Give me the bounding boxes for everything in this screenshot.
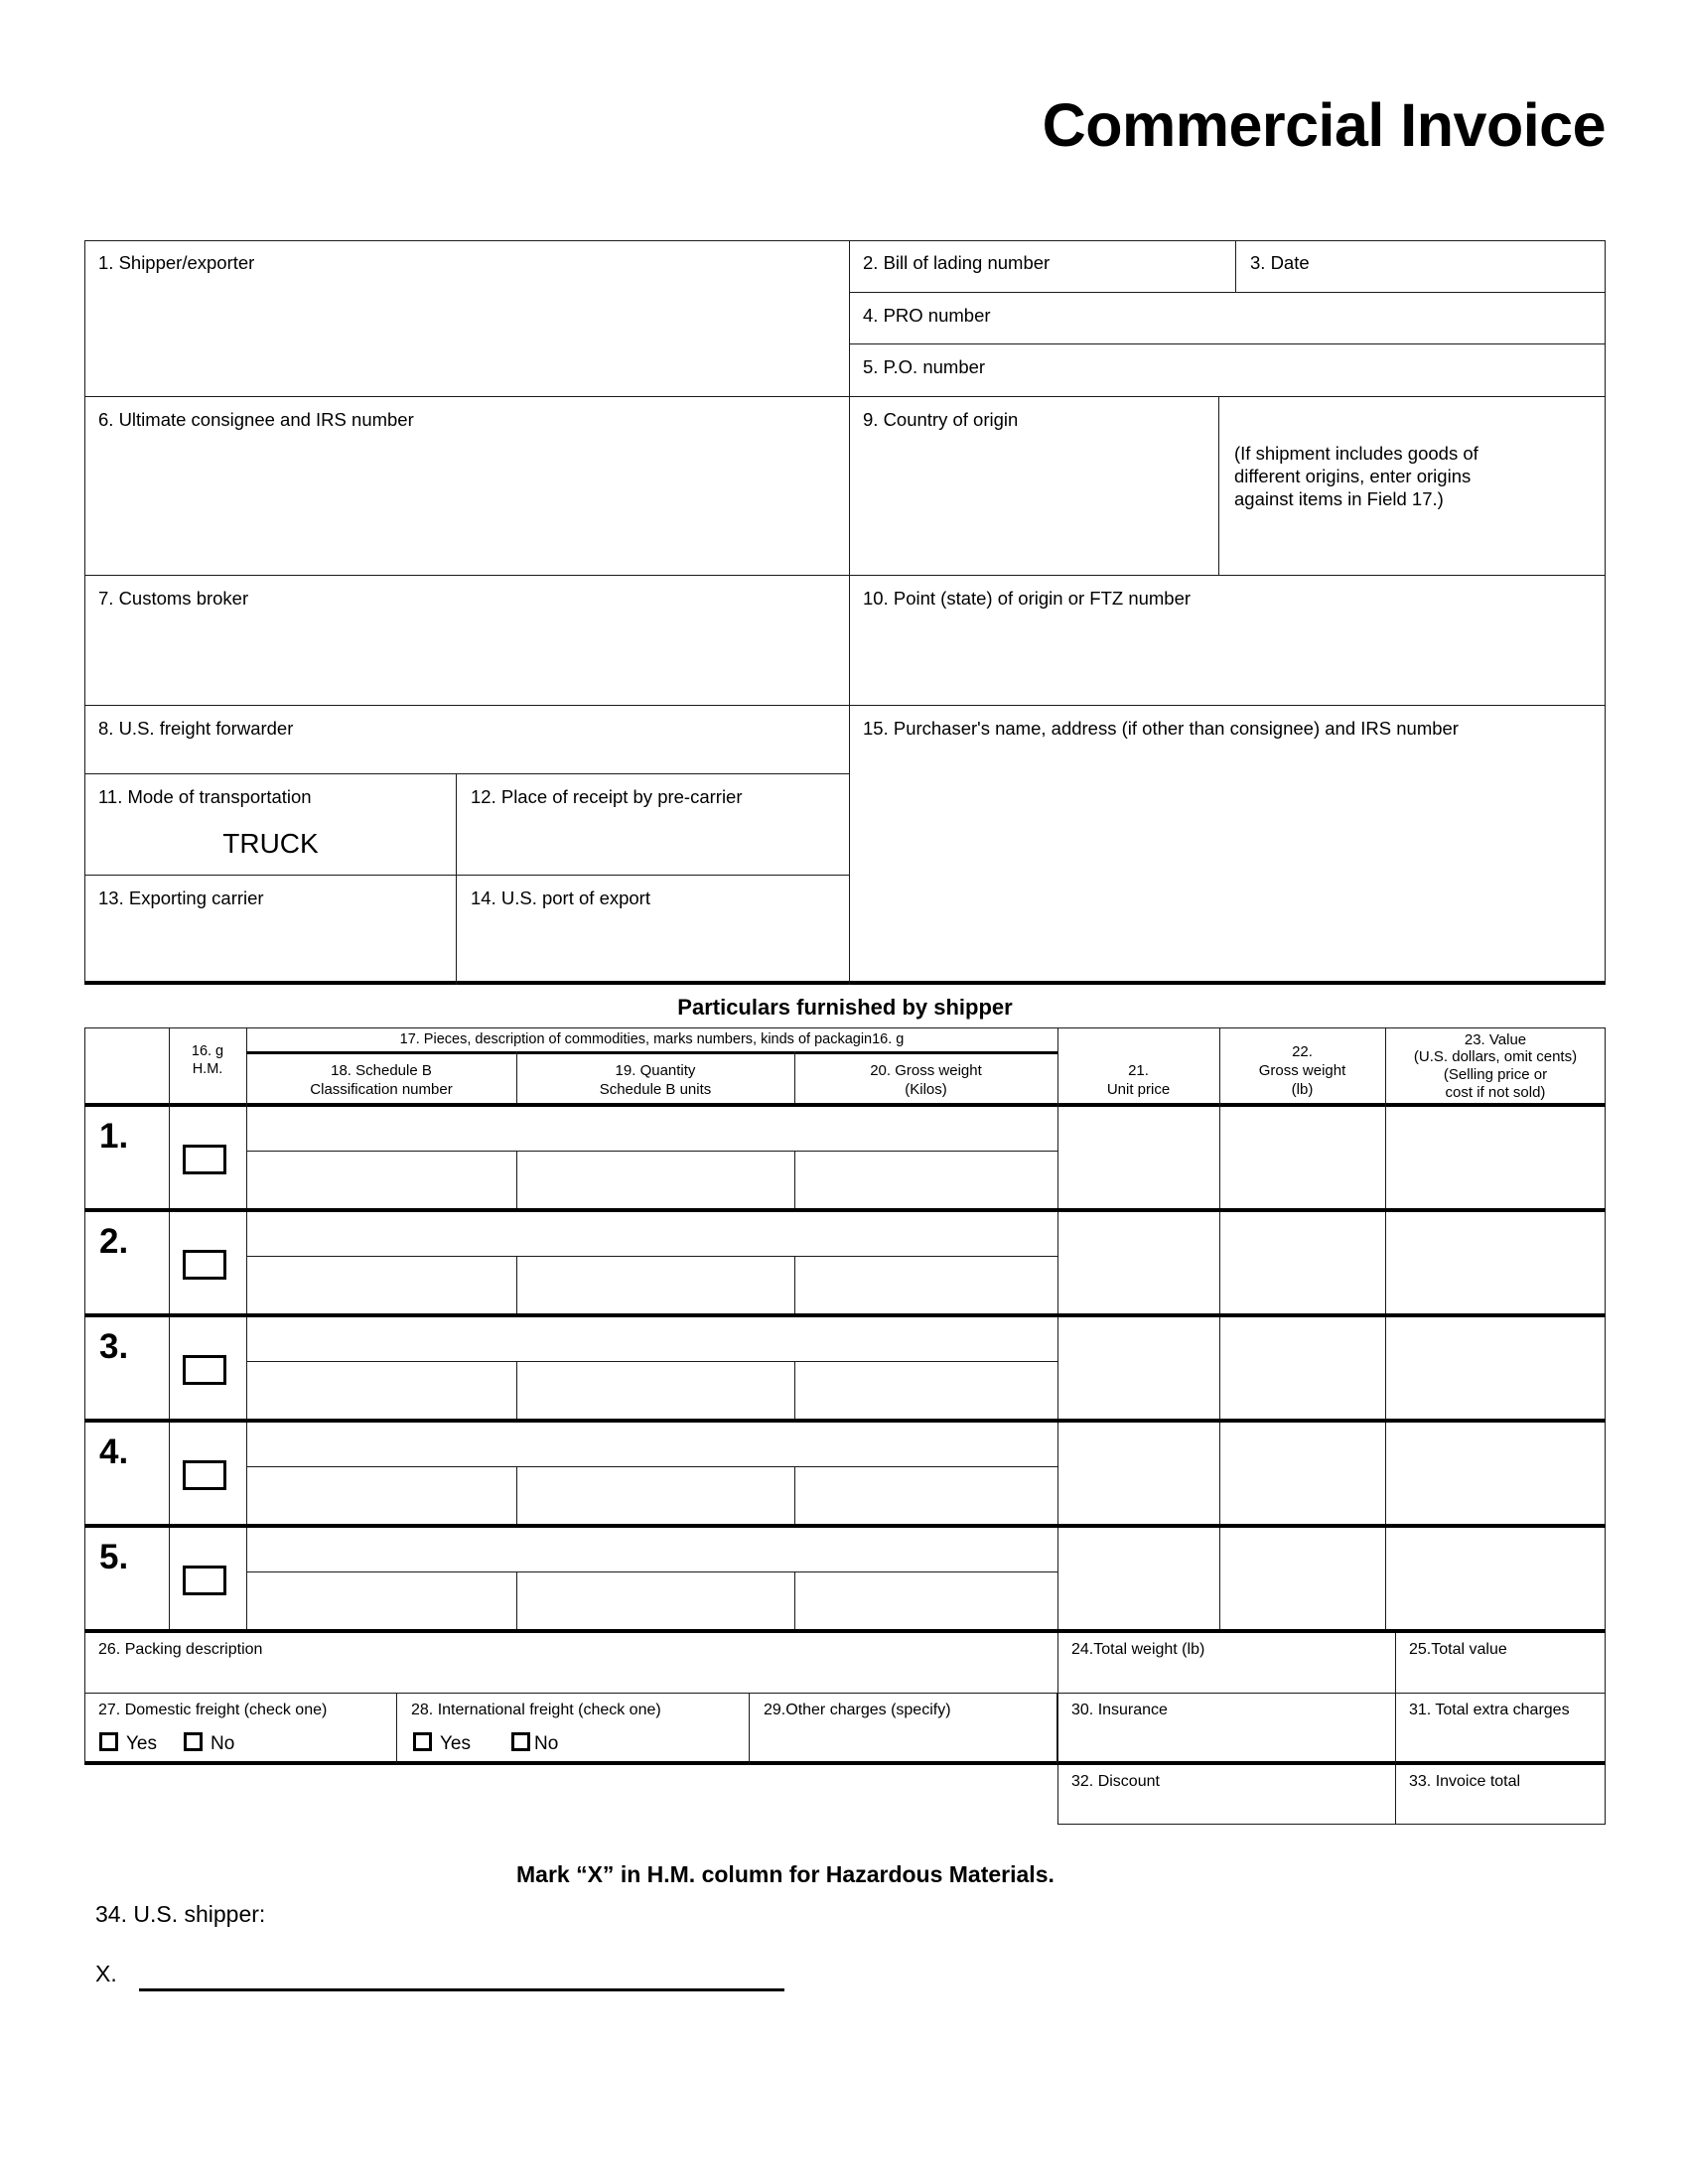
item-schedule-b-cell[interactable] (516, 1572, 517, 1631)
item-row-number: 2. (99, 1222, 129, 1261)
signature-mark: X. (95, 1961, 117, 1986)
field-23-label-line1: 23. Value (1464, 1031, 1527, 1048)
international-freight-yes-label: Yes (440, 1733, 471, 1754)
field-international-freight-label: 28. International freight (check one) (411, 1702, 661, 1718)
field-exporting-carrier-label: 13. Exporting carrier (98, 887, 264, 908)
international-freight-no-checkbox[interactable] (511, 1732, 530, 1751)
item-quantity-cell[interactable] (794, 1467, 795, 1526)
item-quantity-cell[interactable] (794, 1257, 795, 1315)
field-us-shipper-label: 34. U.S. shipper: (95, 1901, 266, 1927)
field-purchaser-name[interactable] (849, 706, 1606, 985)
field-mode-of-transportation-label: 11. Mode of transportation (98, 786, 312, 807)
field-us-freight-forwarder-label: 8. U.S. freight forwarder (98, 718, 294, 739)
field-22-label-line3: (lb) (1291, 1081, 1314, 1098)
hm-checkbox[interactable] (183, 1355, 226, 1385)
field-16-hm-label-line1: 16. g (191, 1043, 224, 1059)
field-shipper-exporter-label: 1. Shipper/exporter (98, 252, 255, 273)
page-title: Commercial Invoice (1042, 91, 1606, 159)
field-invoice-total-label: 33. Invoice total (1409, 1773, 1521, 1790)
field-place-of-receipt-label: 12. Place of receipt by pre-carrier (471, 786, 743, 807)
field-ultimate-consignee-label: 6. Ultimate consignee and IRS number (98, 409, 414, 430)
field-po-number-label: 5. P.O. number (863, 356, 986, 377)
field-16-hm-label-line2: H.M. (192, 1061, 223, 1077)
field-22-label-line1: 22. (1292, 1043, 1313, 1060)
field-17-underline (246, 1051, 1057, 1054)
item-description-strip[interactable] (246, 1526, 1057, 1572)
field-other-charges-label: 29.Other charges (specify) (764, 1702, 951, 1718)
field-insurance-label: 30. Insurance (1071, 1702, 1168, 1718)
particulars-col-divider-grossweight (1219, 1027, 1220, 1631)
item-row-number: 3. (99, 1327, 129, 1366)
item-schedule-b-cell[interactable] (516, 1152, 517, 1210)
field-18-label-line2: Classification number (310, 1081, 453, 1098)
field-17-label: 17. Pieces, description of commodities, marks numbers, kinds of packagin16. g (399, 1031, 905, 1047)
hm-checkbox[interactable] (183, 1145, 226, 1174)
field-customs-broker-label: 7. Customs broker (98, 588, 249, 609)
item-schedule-b-cell[interactable] (516, 1467, 517, 1526)
item-description-strip[interactable] (246, 1210, 1057, 1257)
field-20-label-line2: (Kilos) (905, 1081, 947, 1098)
domestic-freight-yes-checkbox[interactable] (99, 1732, 118, 1751)
field-domestic-freight-label: 27. Domestic freight (check one) (98, 1702, 328, 1718)
item-quantity-cell[interactable] (794, 1572, 795, 1631)
international-freight-yes-checkbox[interactable] (413, 1732, 432, 1751)
field-mode-of-transportation-value: TRUCK (222, 828, 319, 859)
particulars-col-divider-num (169, 1027, 170, 1631)
field-discount-label: 32. Discount (1071, 1773, 1160, 1790)
field-date-label: 3. Date (1250, 252, 1310, 273)
hazardous-materials-note: Mark “X” in H.M. column for Hazardous Materials. (516, 1861, 1055, 1887)
field-23-label-line2: (U.S. dollars, omit cents) (1413, 1048, 1578, 1065)
field-bill-of-lading-number-label: 2. Bill of lading number (863, 252, 1051, 273)
hm-checkbox[interactable] (183, 1566, 226, 1595)
field-20-label-line1: 20. Gross weight (870, 1062, 982, 1079)
item-schedule-b-cell[interactable] (516, 1257, 517, 1315)
item-row-number: 1. (99, 1117, 129, 1156)
field-country-of-origin-label: 9. Country of origin (863, 409, 1019, 430)
signature-line[interactable] (139, 1988, 784, 1991)
field-23-label-line3: (Selling price or (1443, 1066, 1548, 1083)
particulars-col-divider-unitprice (1057, 1027, 1058, 1631)
field-total-weight-label: 24.Total weight (lb) (1071, 1641, 1205, 1658)
field-pro-number-label: 4. PRO number (863, 305, 991, 326)
domestic-freight-no-label: No (211, 1733, 235, 1754)
particulars-heading: Particulars furnished by shipper (677, 995, 1013, 1020)
field-21-label-line1: 21. (1128, 1062, 1149, 1079)
field-packing-description-label: 26. Packing description (98, 1641, 263, 1658)
field-total-value-label: 25.Total value (1409, 1641, 1507, 1658)
field-19-label-line1: 19. Quantity (615, 1062, 696, 1079)
field-purchaser-name-label: 15. Purchaser's name, address (if other than consignee) and IRS number (863, 718, 1459, 739)
hm-checkbox[interactable] (183, 1460, 226, 1490)
international-freight-no-label: No (534, 1733, 559, 1754)
item-quantity-cell[interactable] (794, 1362, 795, 1421)
field-19-label-line2: Schedule B units (599, 1081, 712, 1098)
field-18-label-line1: 18. Schedule B (331, 1062, 432, 1079)
field-point-of-origin-ftz-label: 10. Point (state) of origin or FTZ number (863, 588, 1192, 609)
field-22-label-line2: Gross weight (1258, 1062, 1346, 1079)
field-country-of-origin-note: (If shipment includes goods of different origins, enter origins against items in Field 17.) (1234, 443, 1478, 510)
item-description-strip[interactable] (246, 1421, 1057, 1467)
item-schedule-b-cell[interactable] (516, 1362, 517, 1421)
item-row-number: 5. (99, 1538, 129, 1576)
field-21-label-line2: Unit price (1106, 1081, 1171, 1098)
item-description-strip[interactable] (246, 1315, 1057, 1362)
field-23-label-line4: cost if not sold) (1445, 1084, 1546, 1101)
field-us-port-of-export-label: 14. U.S. port of export (471, 887, 650, 908)
item-quantity-cell[interactable] (794, 1152, 795, 1210)
domestic-freight-no-checkbox[interactable] (184, 1732, 203, 1751)
item-description-strip[interactable] (246, 1105, 1057, 1152)
particulars-col-divider-value (1385, 1027, 1386, 1631)
domestic-freight-yes-label: Yes (126, 1733, 157, 1754)
field-total-extra-charges-label: 31. Total extra charges (1409, 1702, 1570, 1718)
hm-checkbox[interactable] (183, 1250, 226, 1280)
item-row-number: 4. (99, 1433, 129, 1471)
